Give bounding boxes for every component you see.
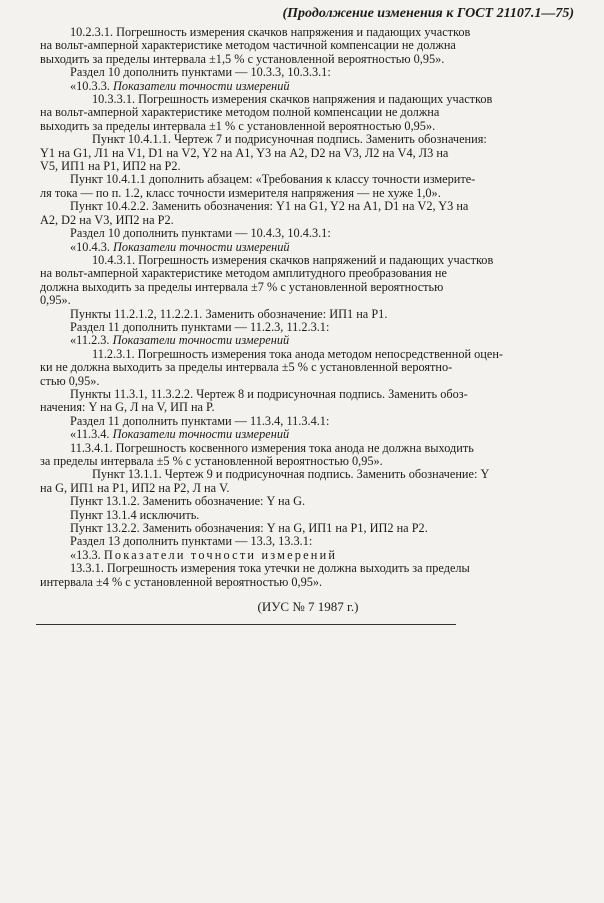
text-line: 13.3.1. Погрешность измерения тока утечки не должна выходить за пределы bbox=[70, 561, 470, 576]
text-line: 11.3.4.1. Погрешность косвенного измерения тока анода не должна выходить bbox=[70, 440, 474, 455]
text-line bbox=[40, 549, 576, 562]
text-line: V5, ИП1 на P1, ИП2 на P2. bbox=[40, 159, 181, 174]
clause-number: «11.3.4. bbox=[70, 427, 113, 442]
text-line bbox=[40, 334, 576, 347]
text-line: выходить за пределы интервала ±1,5 % с установленной вероятностью 0,95». bbox=[40, 51, 445, 66]
text-line: должна выходить за пределы интервала ±7 % с установленной вероятностью bbox=[40, 279, 444, 294]
text-line: Y1 на G1, Л1 на V1, D1 на V2, Y2 на A1, Y3 на A2, D2 на V3, Л2 на V4, Л3 на bbox=[40, 145, 449, 160]
text-line: за пределы интервала ±5 % с установленной вероятностью 0,95». bbox=[40, 454, 383, 468]
text-line: Пункт 10.4.2.2. Заменить обозначения: Y1 на G1, Y2 на A1, D1 на V2, Y3 на bbox=[70, 199, 469, 214]
text-line: на вольт-амперной характеристике методом полной компенсации не должна bbox=[40, 105, 440, 120]
clause-number: «13.3. bbox=[70, 547, 104, 562]
text-line: Раздел 11 дополнить пунктами — 11.3.4, 11.3.4.1: bbox=[70, 413, 330, 428]
text-line: Пункты 11.3.1, 11.3.2.2. Чертеж 8 и подрисуночная подпись. Заменить обоз- bbox=[70, 386, 468, 401]
text-line: Пункт 10.4.1.1. Чертеж 7 и подрисуночная подпись. Заменить обозначения: bbox=[92, 132, 487, 147]
text-line: Пункт 10.4.1.1 дополнить абзацем: «Требования к классу точности измерите- bbox=[70, 172, 476, 187]
text-line: 10.3.3.1. Погрешность измерения скачков напряжения и падающих участков bbox=[92, 92, 493, 107]
clause-title: Показатели точности измерений bbox=[113, 78, 290, 93]
document-body bbox=[40, 26, 576, 589]
text-line: на вольт-амперной характеристике методом частичной компенсации не должна bbox=[40, 38, 456, 53]
text-line: интервала ±4 % с установленной вероятностью 0,95». bbox=[40, 574, 323, 589]
text-line: Раздел 10 дополнить пунктами — 10.3.3, 10.3.3.1: bbox=[70, 65, 331, 80]
bottom-rule bbox=[36, 624, 456, 625]
text-line: стью 0,95». bbox=[40, 373, 100, 388]
text-line: 10.4.3.1. Погрешность измерения скачков напряжений и падающих участков bbox=[92, 252, 494, 267]
text-line: 10.2.3.1. Погрешность измерения скачков напряжения и падающих участков bbox=[70, 25, 471, 39]
text-line bbox=[40, 241, 576, 254]
text-line bbox=[40, 428, 576, 441]
text-line: Раздел 11 дополнить пунктами — 11.2.3, 11.2.3.1: bbox=[70, 319, 330, 334]
text-line: ки не должна выходить за пределы интервала ±5 % с установленной вероятно- bbox=[40, 360, 453, 375]
clause-title: Показатели точности измерений bbox=[112, 333, 290, 348]
text-line: выходить за пределы интервала ±1 % с установленной вероятностью 0,95». bbox=[40, 118, 436, 133]
text-line: на вольт-амперной характеристике методом амплитудного преобразования не bbox=[40, 266, 447, 281]
text-line: Пункт 13.1.1. Чертеж 9 и подрисуночная подпись. Заменить обозначение: Y bbox=[92, 467, 490, 482]
text-line: ля тока — по п. 1.2, класс точности измерителя напряжения — не хуже 1,0». bbox=[40, 185, 441, 200]
clause-title: Показатели точности измерений bbox=[112, 427, 290, 442]
text-line: Пункты 11.2.1.2, 11.2.2.1. Заменить обозначение: ИП1 на P1. bbox=[70, 306, 388, 321]
clause-title: Показатели точности измерений bbox=[103, 547, 338, 562]
clause-number: «10.4.3. bbox=[70, 239, 114, 254]
text-line: Пункт 13.1.4 исключить. bbox=[70, 507, 200, 522]
text-line: начения: Y на G, Л на V, ИП на P. bbox=[40, 400, 215, 415]
text-line bbox=[40, 80, 576, 93]
text-line: Пункт 13.2.2. Заменить обозначения: Y на G, ИП1 на P1, ИП2 на P2. bbox=[70, 521, 428, 536]
text-line: Пункт 13.1.2. Заменить обозначение: Y на G. bbox=[70, 494, 306, 509]
text-line: Раздел 10 дополнить пунктами — 10.4.3, 10.4.3.1: bbox=[70, 226, 331, 241]
text-line: A2, D2 на V3, ИП2 на P2. bbox=[40, 212, 174, 227]
source-note: (ИУС № 7 1987 г.) bbox=[257, 599, 359, 615]
clause-number: «10.3.3. bbox=[70, 78, 114, 93]
clause-number: «11.2.3. bbox=[70, 333, 113, 348]
clause-title: Показатели точности измерений bbox=[113, 239, 290, 254]
text-line: на G, ИП1 на P1, ИП2 на P2, Л на V. bbox=[40, 480, 230, 495]
page-header: (Продолжение изменения к ГОСТ 21107.1—75) bbox=[282, 6, 574, 21]
text-line: 11.2.3.1. Погрешность измерения тока анода методом непосредственной оцен- bbox=[92, 346, 504, 361]
text-line: 0,95». bbox=[40, 293, 71, 308]
text-line: Раздел 13 дополнить пунктами — 13.3, 13.3.1: bbox=[70, 534, 313, 549]
